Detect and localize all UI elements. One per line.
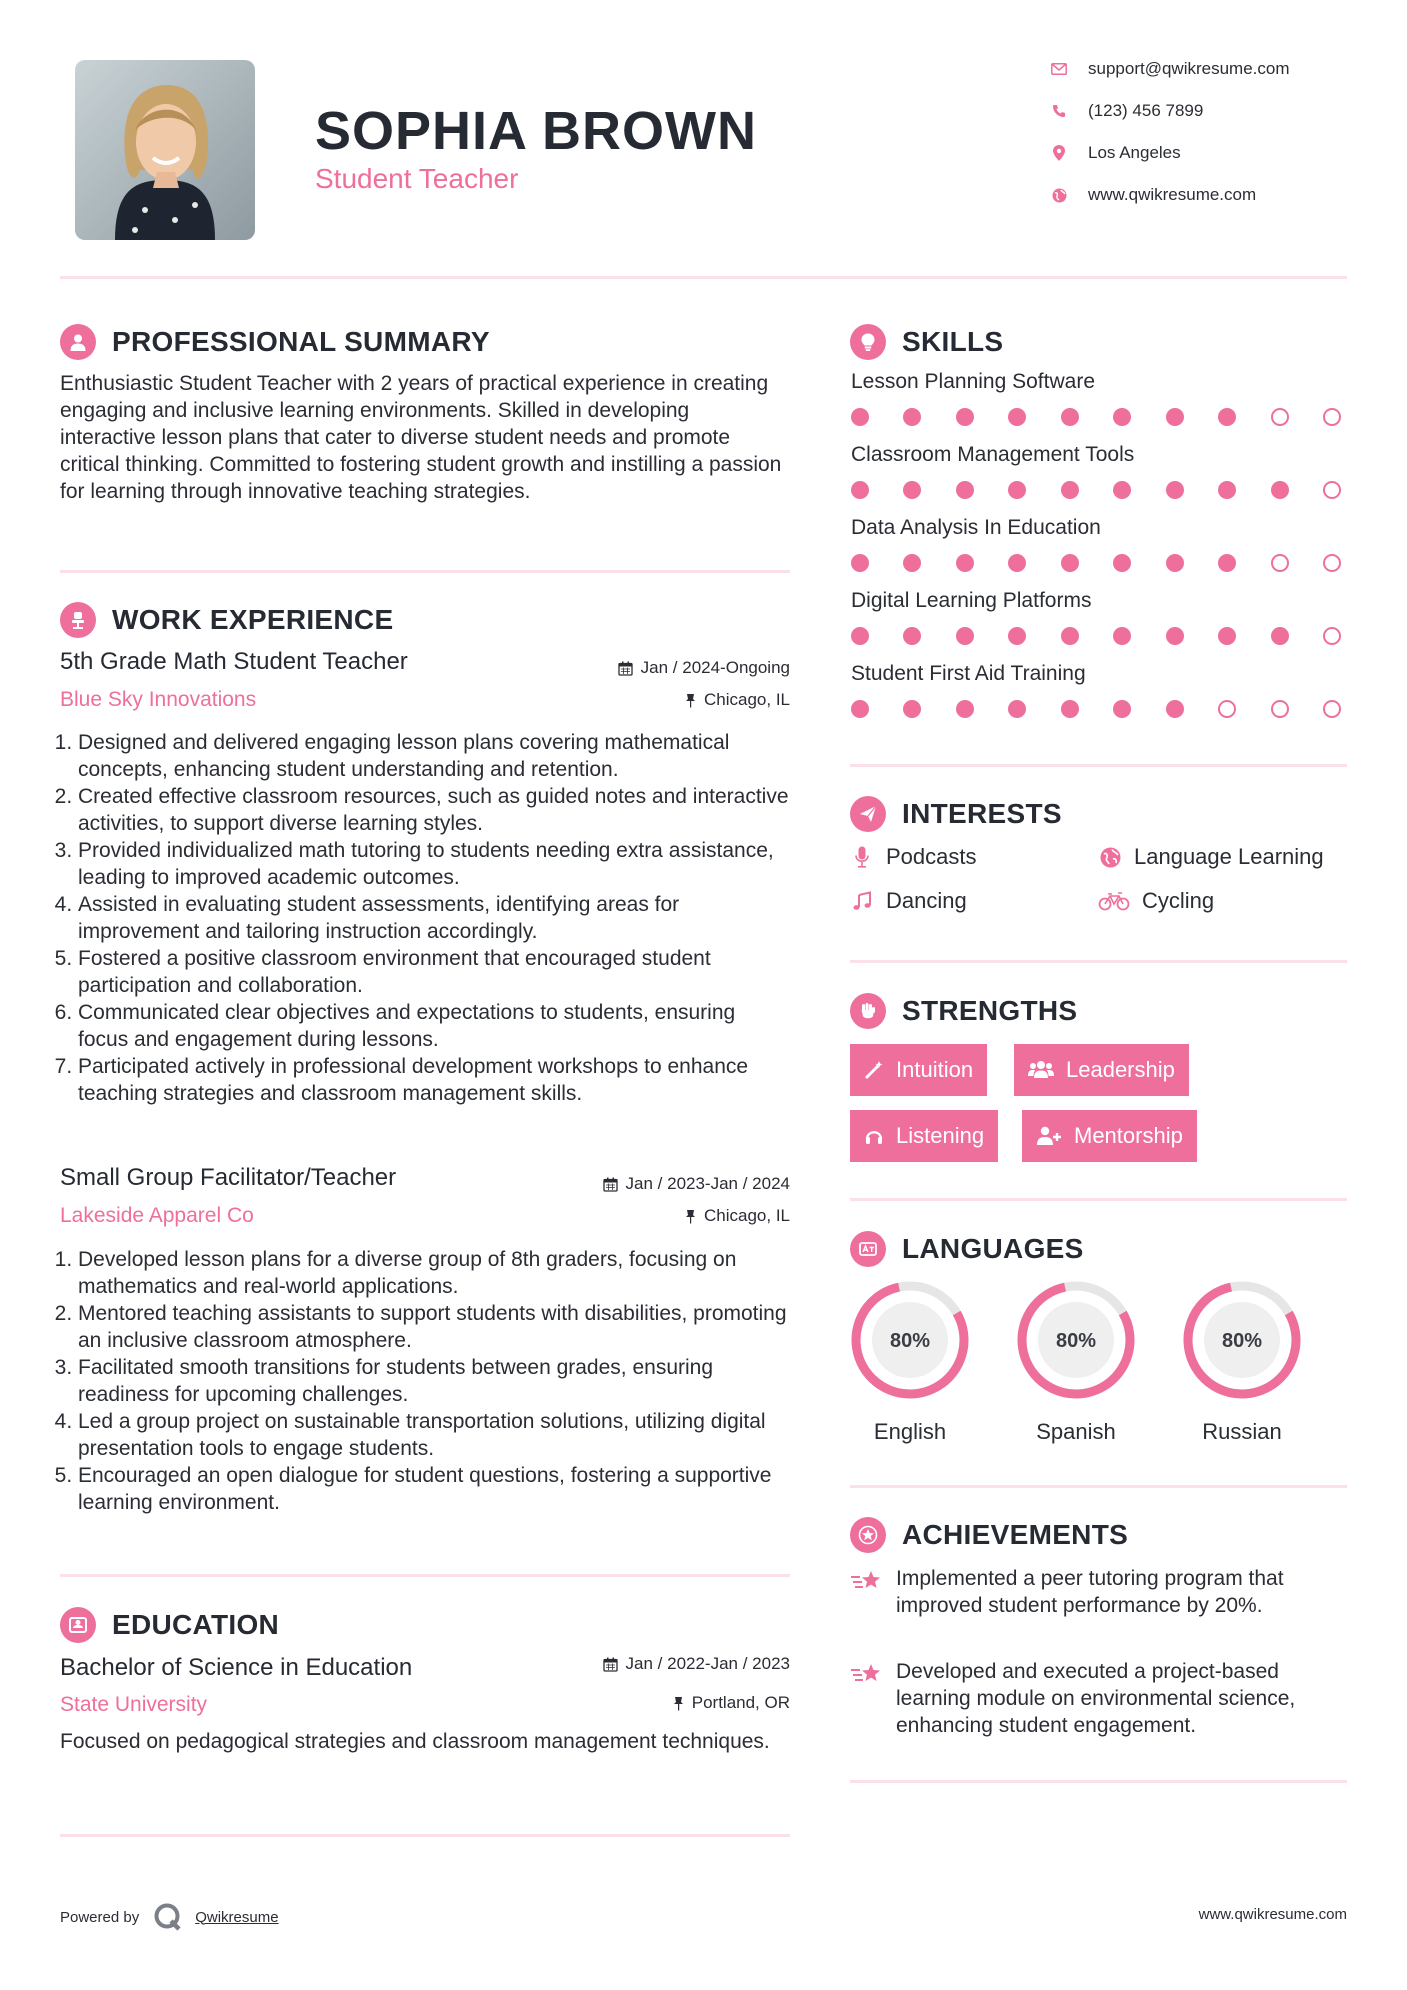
music-icon bbox=[850, 891, 874, 911]
rating-dot-filled bbox=[851, 481, 869, 499]
powered-by-text: Powered by bbox=[60, 1908, 140, 1926]
rating-dot-filled bbox=[1008, 481, 1026, 499]
list-item: 1. Developed lesson plans for a diverse group of 8th graders, focusing on mathematics and real-world applications. bbox=[78, 1246, 790, 1300]
job-date-text: Jan / 2023-Jan / 2024 bbox=[625, 1174, 790, 1193]
rating-dot-empty bbox=[1271, 408, 1289, 426]
gauge-percent-label: 80% bbox=[1221, 1330, 1263, 1352]
qwikresume-logo-icon bbox=[153, 1902, 183, 1932]
rating-dot-filled bbox=[1008, 554, 1026, 572]
skills-list bbox=[851, 370, 1347, 735]
strength-mentorship bbox=[1022, 1110, 1197, 1162]
fist-icon bbox=[850, 993, 886, 1029]
skill-row bbox=[851, 370, 1347, 443]
achievement-text: Developed and executed a project-based learning module on environmental science, enhancing student engagement. bbox=[896, 1660, 1296, 1737]
skill-name: Digital Learning Platforms bbox=[851, 589, 1092, 612]
gauge-percent-label: 80% bbox=[1055, 1330, 1097, 1352]
rating-dot-empty bbox=[1323, 481, 1341, 499]
graduation-icon bbox=[60, 1607, 96, 1643]
list-item: 2. Mentored teaching assistants to support students with disabilities, promoting an inclusive classroom atmosphere. bbox=[78, 1300, 790, 1354]
education-title: EDUCATION bbox=[112, 1609, 280, 1640]
education-heading bbox=[60, 1607, 279, 1643]
list-item: 1. Designed and delivered engaging lesson plans covering mathematical concepts, enhancing student understanding and retention. bbox=[78, 729, 790, 783]
languages-heading bbox=[850, 1231, 1084, 1267]
skill-row bbox=[851, 589, 1347, 662]
education-date-text: Jan / 2022-Jan / 2023 bbox=[625, 1654, 790, 1673]
envelope-icon bbox=[1050, 60, 1068, 78]
job-company: Blue Sky Innovations bbox=[60, 688, 257, 711]
strength-leadership bbox=[1014, 1044, 1189, 1096]
job-company: Lakeside Apparel Co bbox=[60, 1204, 254, 1227]
list-item: 6. Communicated clear objectives and expectations to students, ensuring focus and engagement during lessons. bbox=[78, 999, 790, 1053]
summary-heading bbox=[60, 324, 490, 360]
rating-dot-filled bbox=[1271, 627, 1289, 645]
rating-dot-filled bbox=[956, 627, 974, 645]
rating-dot-filled bbox=[1166, 408, 1184, 426]
achievements-title: ACHIEVEMENTS bbox=[902, 1519, 1129, 1550]
language-name: Spanish bbox=[1036, 1419, 1116, 1444]
rating-dot-filled bbox=[1061, 554, 1079, 572]
strength-label: Mentorship bbox=[1074, 1123, 1183, 1148]
job-title: Small Group Facilitator/Teacher bbox=[60, 1164, 397, 1191]
pushpin-icon bbox=[685, 1209, 696, 1224]
calendar-icon bbox=[603, 1177, 618, 1192]
job-location-text: Chicago, IL bbox=[704, 690, 790, 709]
achievement-item bbox=[850, 1658, 1347, 1739]
rating-dot-filled bbox=[956, 700, 974, 718]
rating-dot-filled bbox=[1166, 554, 1184, 572]
headphones-icon bbox=[864, 1126, 884, 1146]
rating-dot-filled bbox=[903, 408, 921, 426]
users-icon bbox=[1028, 1060, 1054, 1080]
language-name: Russian bbox=[1202, 1419, 1282, 1444]
interest-label: Podcasts bbox=[886, 844, 977, 869]
languages-title: LANGUAGES bbox=[902, 1233, 1084, 1264]
skills-title: SKILLS bbox=[902, 326, 1004, 357]
list-item: 5. Encouraged an open dialogue for student questions, fostering a supportive learning environment. bbox=[78, 1462, 790, 1516]
skill-rating bbox=[851, 700, 1341, 718]
skills-heading bbox=[850, 324, 1003, 360]
rating-dot-filled bbox=[903, 627, 921, 645]
lightbulb-icon bbox=[850, 324, 886, 360]
rating-dot-filled bbox=[1166, 481, 1184, 499]
job-date bbox=[500, 1174, 790, 1194]
job-title: 5th Grade Math Student Teacher bbox=[60, 648, 408, 675]
rating-dot-filled bbox=[1218, 627, 1236, 645]
skills-divider bbox=[850, 764, 1347, 767]
rating-dot-filled bbox=[1113, 408, 1131, 426]
language-gauge bbox=[1014, 1278, 1138, 1402]
rating-dot-filled bbox=[1061, 408, 1079, 426]
list-item: 3. Provided individualized math tutoring to students needing extra assistance, leading to improved academic outcomes. bbox=[78, 837, 790, 891]
gauge-percent-label: 80% bbox=[889, 1330, 931, 1352]
rating-dot-filled bbox=[1113, 481, 1131, 499]
language-english bbox=[840, 1278, 980, 1445]
summary-title: PROFESSIONAL SUMMARY bbox=[112, 326, 490, 357]
candidate-title: Student Teacher bbox=[315, 163, 519, 194]
footer-powered-by bbox=[60, 1902, 279, 1932]
contact-phone[interactable] bbox=[1050, 101, 1350, 121]
job-location bbox=[500, 1206, 790, 1226]
job-bullets bbox=[60, 1246, 790, 1516]
interest-language-learning bbox=[1098, 844, 1324, 870]
rating-dot-empty bbox=[1323, 700, 1341, 718]
strengths-divider bbox=[850, 1198, 1347, 1201]
rating-dot-filled bbox=[851, 627, 869, 645]
rating-dot-empty bbox=[1323, 627, 1341, 645]
magic-wand-icon bbox=[864, 1060, 884, 1080]
achievements-heading bbox=[850, 1517, 1128, 1553]
rating-dot-filled bbox=[1061, 700, 1079, 718]
job-bullets bbox=[60, 729, 790, 1107]
interest-dancing bbox=[850, 888, 967, 914]
interest-label: Dancing bbox=[886, 888, 967, 913]
skill-name: Classroom Management Tools bbox=[851, 443, 1135, 466]
rating-dot-filled bbox=[903, 700, 921, 718]
list-item: 3. Facilitated smooth transitions for students between grades, ensuring readiness for upcoming challenges. bbox=[78, 1354, 790, 1408]
strength-label: Leadership bbox=[1066, 1057, 1175, 1082]
paper-plane-icon bbox=[850, 796, 886, 832]
rating-dot-filled bbox=[1218, 408, 1236, 426]
skill-rating bbox=[851, 554, 1341, 572]
phone-icon bbox=[1050, 102, 1068, 120]
phone-text: (123) 456 7899 bbox=[1088, 101, 1204, 120]
rating-dot-filled bbox=[1218, 554, 1236, 572]
language-gauge bbox=[1180, 1278, 1304, 1402]
education-location bbox=[500, 1693, 790, 1713]
education-divider bbox=[60, 1834, 790, 1837]
footer-website[interactable]: www.qwikresume.com bbox=[1198, 1906, 1347, 1923]
interests-heading bbox=[850, 796, 1062, 832]
shooting-star-icon bbox=[850, 1658, 884, 1691]
rating-dot-empty bbox=[1323, 408, 1341, 426]
rating-dot-filled bbox=[1113, 554, 1131, 572]
microphone-icon bbox=[850, 846, 874, 868]
contact-website[interactable] bbox=[1050, 185, 1350, 205]
rating-dot-filled bbox=[851, 554, 869, 572]
rating-dot-filled bbox=[1218, 481, 1236, 499]
globe-icon bbox=[1050, 186, 1068, 204]
language-name: English bbox=[873, 1419, 947, 1444]
job-date-text: Jan / 2024-Ongoing bbox=[640, 658, 790, 677]
rating-dot-empty bbox=[1271, 554, 1289, 572]
interests-title: INTERESTS bbox=[902, 798, 1062, 829]
calendar-icon bbox=[603, 1657, 618, 1672]
rating-dot-filled bbox=[956, 481, 974, 499]
user-icon bbox=[60, 324, 96, 360]
list-item: 4. Led a group project on sustainable transportation solutions, utilizing digital presentation tools to engage students. bbox=[78, 1408, 790, 1462]
rating-dot-filled bbox=[1008, 700, 1026, 718]
user-plus-icon bbox=[1036, 1126, 1062, 1146]
bicycle-icon bbox=[1098, 891, 1130, 911]
skill-rating bbox=[851, 481, 1341, 499]
rating-dot-empty bbox=[1271, 700, 1289, 718]
rating-dot-filled bbox=[1271, 481, 1289, 499]
qwikresume-link[interactable]: Qwikresume bbox=[195, 1908, 279, 1926]
school-name: State University bbox=[60, 1693, 208, 1716]
language-russian bbox=[1172, 1278, 1312, 1445]
interest-label: Language Learning bbox=[1134, 844, 1324, 869]
rating-dot-filled bbox=[956, 408, 974, 426]
strengths-heading bbox=[850, 993, 1077, 1029]
degree-title: Bachelor of Science in Education bbox=[60, 1654, 413, 1681]
calendar-icon bbox=[618, 661, 633, 676]
pushpin-icon bbox=[673, 1696, 684, 1711]
strength-label: Intuition bbox=[896, 1057, 974, 1082]
pushpin-icon bbox=[685, 693, 696, 708]
rating-dot-filled bbox=[1113, 627, 1131, 645]
experience-heading bbox=[60, 602, 393, 638]
strength-label: Listening bbox=[896, 1123, 985, 1148]
skill-name: Data Analysis In Education bbox=[851, 516, 1101, 539]
location-text: Los Angeles bbox=[1088, 143, 1181, 162]
rating-dot-filled bbox=[1166, 627, 1184, 645]
language-icon bbox=[850, 1231, 886, 1267]
achievement-text: Implemented a peer tutoring program that improved student performance by 20%. bbox=[896, 1567, 1284, 1617]
interest-podcasts bbox=[850, 844, 977, 870]
website-text: www.qwikresume.com bbox=[1088, 185, 1257, 204]
achievement-item bbox=[850, 1565, 1347, 1619]
list-item: 5. Fostered a positive classroom environment that encouraged student participation and collaboration. bbox=[78, 945, 790, 999]
skill-row bbox=[851, 662, 1347, 735]
job-location bbox=[500, 690, 790, 710]
globe-icon bbox=[1098, 847, 1122, 868]
rating-dot-empty bbox=[1218, 700, 1236, 718]
interest-label: Cycling bbox=[1142, 888, 1215, 913]
language-gauge bbox=[848, 1278, 972, 1402]
rating-dot-filled bbox=[851, 408, 869, 426]
map-pin-icon bbox=[1050, 144, 1068, 162]
profile-photo bbox=[75, 60, 255, 240]
education-date bbox=[500, 1654, 790, 1674]
rating-dot-filled bbox=[903, 554, 921, 572]
contact-email[interactable] bbox=[1050, 59, 1350, 79]
strength-intuition bbox=[850, 1044, 987, 1096]
rating-dot-filled bbox=[1113, 700, 1131, 718]
language-spanish bbox=[1006, 1278, 1146, 1445]
interest-cycling bbox=[1098, 888, 1214, 914]
rating-dot-filled bbox=[903, 481, 921, 499]
summary-divider bbox=[60, 570, 790, 573]
shooting-star-icon bbox=[850, 1565, 884, 1598]
skill-name: Lesson Planning Software bbox=[851, 370, 1095, 393]
rating-dot-empty bbox=[1323, 554, 1341, 572]
education-location-text: Portland, OR bbox=[691, 1693, 790, 1712]
skill-name: Student First Aid Training bbox=[851, 662, 1086, 685]
contact-location bbox=[1050, 143, 1350, 163]
rating-dot-filled bbox=[1008, 627, 1026, 645]
rating-dot-filled bbox=[1008, 408, 1026, 426]
list-item: 7. Participated actively in professional development workshops to enhance teaching strategies and classroom management skills. bbox=[78, 1053, 790, 1107]
header-divider bbox=[60, 276, 1347, 279]
interests-divider bbox=[850, 960, 1347, 963]
chair-icon bbox=[60, 602, 96, 638]
list-item: 4. Assisted in evaluating student assessments, identifying areas for improvement and tailoring instruction accordingly. bbox=[78, 891, 790, 945]
achievements-divider bbox=[850, 1780, 1347, 1783]
list-item: 2. Created effective classroom resources, such as guided notes and interactive activities, to support diverse learning styles. bbox=[78, 783, 790, 837]
strengths-title: STRENGTHS bbox=[902, 995, 1078, 1026]
skill-rating bbox=[851, 627, 1341, 645]
skill-row bbox=[851, 516, 1347, 589]
skill-rating bbox=[851, 408, 1341, 426]
rating-dot-filled bbox=[1166, 700, 1184, 718]
rating-dot-filled bbox=[956, 554, 974, 572]
email-text: support@qwikresume.com bbox=[1088, 59, 1290, 78]
experience-title: WORK EXPERIENCE bbox=[112, 604, 394, 635]
job-location-text: Chicago, IL bbox=[704, 1206, 790, 1225]
rating-dot-filled bbox=[851, 700, 869, 718]
strength-listening bbox=[850, 1110, 998, 1162]
rating-dot-filled bbox=[1061, 481, 1079, 499]
job-date bbox=[500, 658, 790, 678]
candidate-name: SOPHIA BROWN bbox=[315, 101, 757, 161]
skill-row bbox=[851, 443, 1347, 516]
education-description: Focused on pedagogical strategies and classroom management techniques. bbox=[60, 1730, 770, 1753]
rating-dot-filled bbox=[1061, 627, 1079, 645]
star-icon bbox=[850, 1517, 886, 1553]
experience-divider bbox=[60, 1574, 790, 1577]
languages-divider bbox=[850, 1485, 1347, 1488]
summary-text: Enthusiastic Student Teacher with 2 years of practical experience in creating engaging and inclusive learning environments. Skilled in developing interactive lesson plans that cater to diverse student needs and promote critical thinking. Committed to fostering student growth and instilling a passion for learning through innovative teaching strategies. bbox=[60, 372, 782, 503]
